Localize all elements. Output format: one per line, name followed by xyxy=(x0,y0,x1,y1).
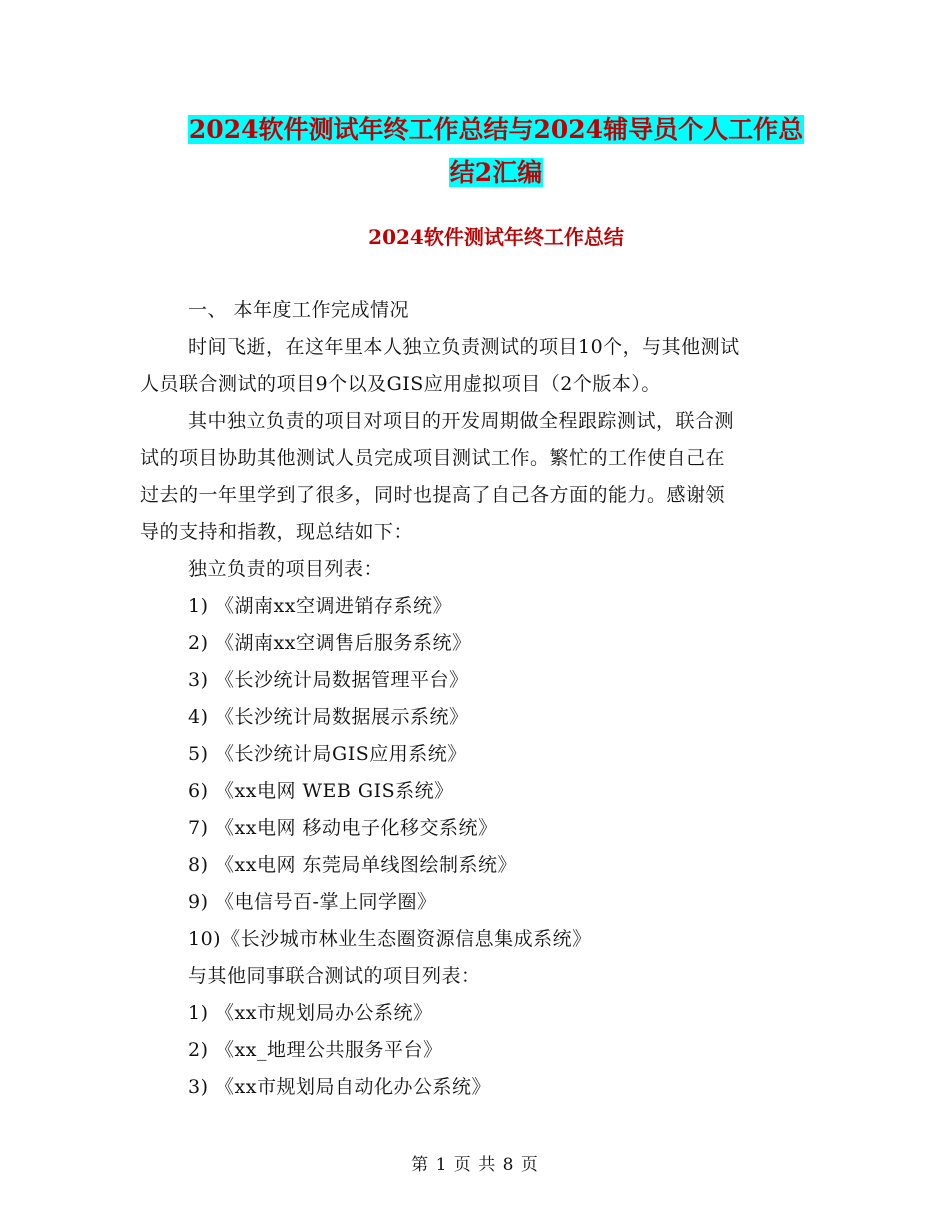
paragraph-line: 时间飞逝，在这年里本人独立负责测试的项目10个，与其他测试 xyxy=(188,336,740,358)
document-title-line-1 xyxy=(140,113,852,147)
section-title: 2024软件测试年终工作总结 xyxy=(368,225,624,249)
paragraph-line: 过去的一年里学到了很多，同时也提高了自己各方面的能力。感谢领 xyxy=(140,484,726,506)
page-footer: 第 1 页 共 8 页 xyxy=(411,1155,539,1175)
heading-work-completion: 一、 本年度工作完成情况 xyxy=(188,299,410,321)
list-item: 8) 《xx电网 东莞局单线图绘制系统》 xyxy=(188,854,518,876)
list-item: 3) 《xx市规划局自动化办公系统》 xyxy=(188,1076,491,1098)
title-highlight-2: 结2汇编 xyxy=(449,158,543,187)
title-highlight-1: 2024软件测试年终工作总结与2024辅导员个人工作总 xyxy=(188,115,804,144)
list-heading-independent: 独立负责的项目列表： xyxy=(188,558,384,580)
paragraph-line: 其中独立负责的项目对项目的开发周期做全程跟踪测试，联合测 xyxy=(188,410,735,432)
list-item: 2) 《湖南xx空调售后服务系统》 xyxy=(188,632,472,654)
list-item: 3) 《长沙统计局数据管理平台》 xyxy=(188,669,469,691)
list-item: 2) 《xx_地理公共服务平台》 xyxy=(188,1039,443,1061)
paragraph-line: 导的支持和指教，现总结如下： xyxy=(140,521,414,543)
list-item: 9) 《电信号百-掌上同学圈》 xyxy=(188,891,437,913)
list-item: 5) 《长沙统计局GIS应用系统》 xyxy=(188,743,467,765)
paragraph-line: 人员联合测试的项目9个以及GIS应用虚拟项目（2个版本）。 xyxy=(140,373,661,395)
list-item: 6) 《xx电网 WEB GIS系统》 xyxy=(188,780,454,802)
list-item: 4) 《长沙统计局数据展示系统》 xyxy=(188,706,469,728)
paragraph-line: 试的项目协助其他测试人员完成项目测试工作。繁忙的工作使自己在 xyxy=(140,447,726,469)
list-heading-joint: 与其他同事联合测试的项目列表： xyxy=(188,965,481,987)
document-title-line-2 xyxy=(140,156,852,190)
list-item: 7) 《xx电网 移动电子化移交系统》 xyxy=(188,817,498,839)
body-text xyxy=(140,292,840,1106)
list-item: 1) 《xx市规划局办公系统》 xyxy=(188,1002,433,1024)
list-item: 1) 《湖南xx空调进销存系统》 xyxy=(188,595,452,617)
list-item: 10)《长沙城市林业生态圈资源信息集成系统》 xyxy=(188,928,592,950)
